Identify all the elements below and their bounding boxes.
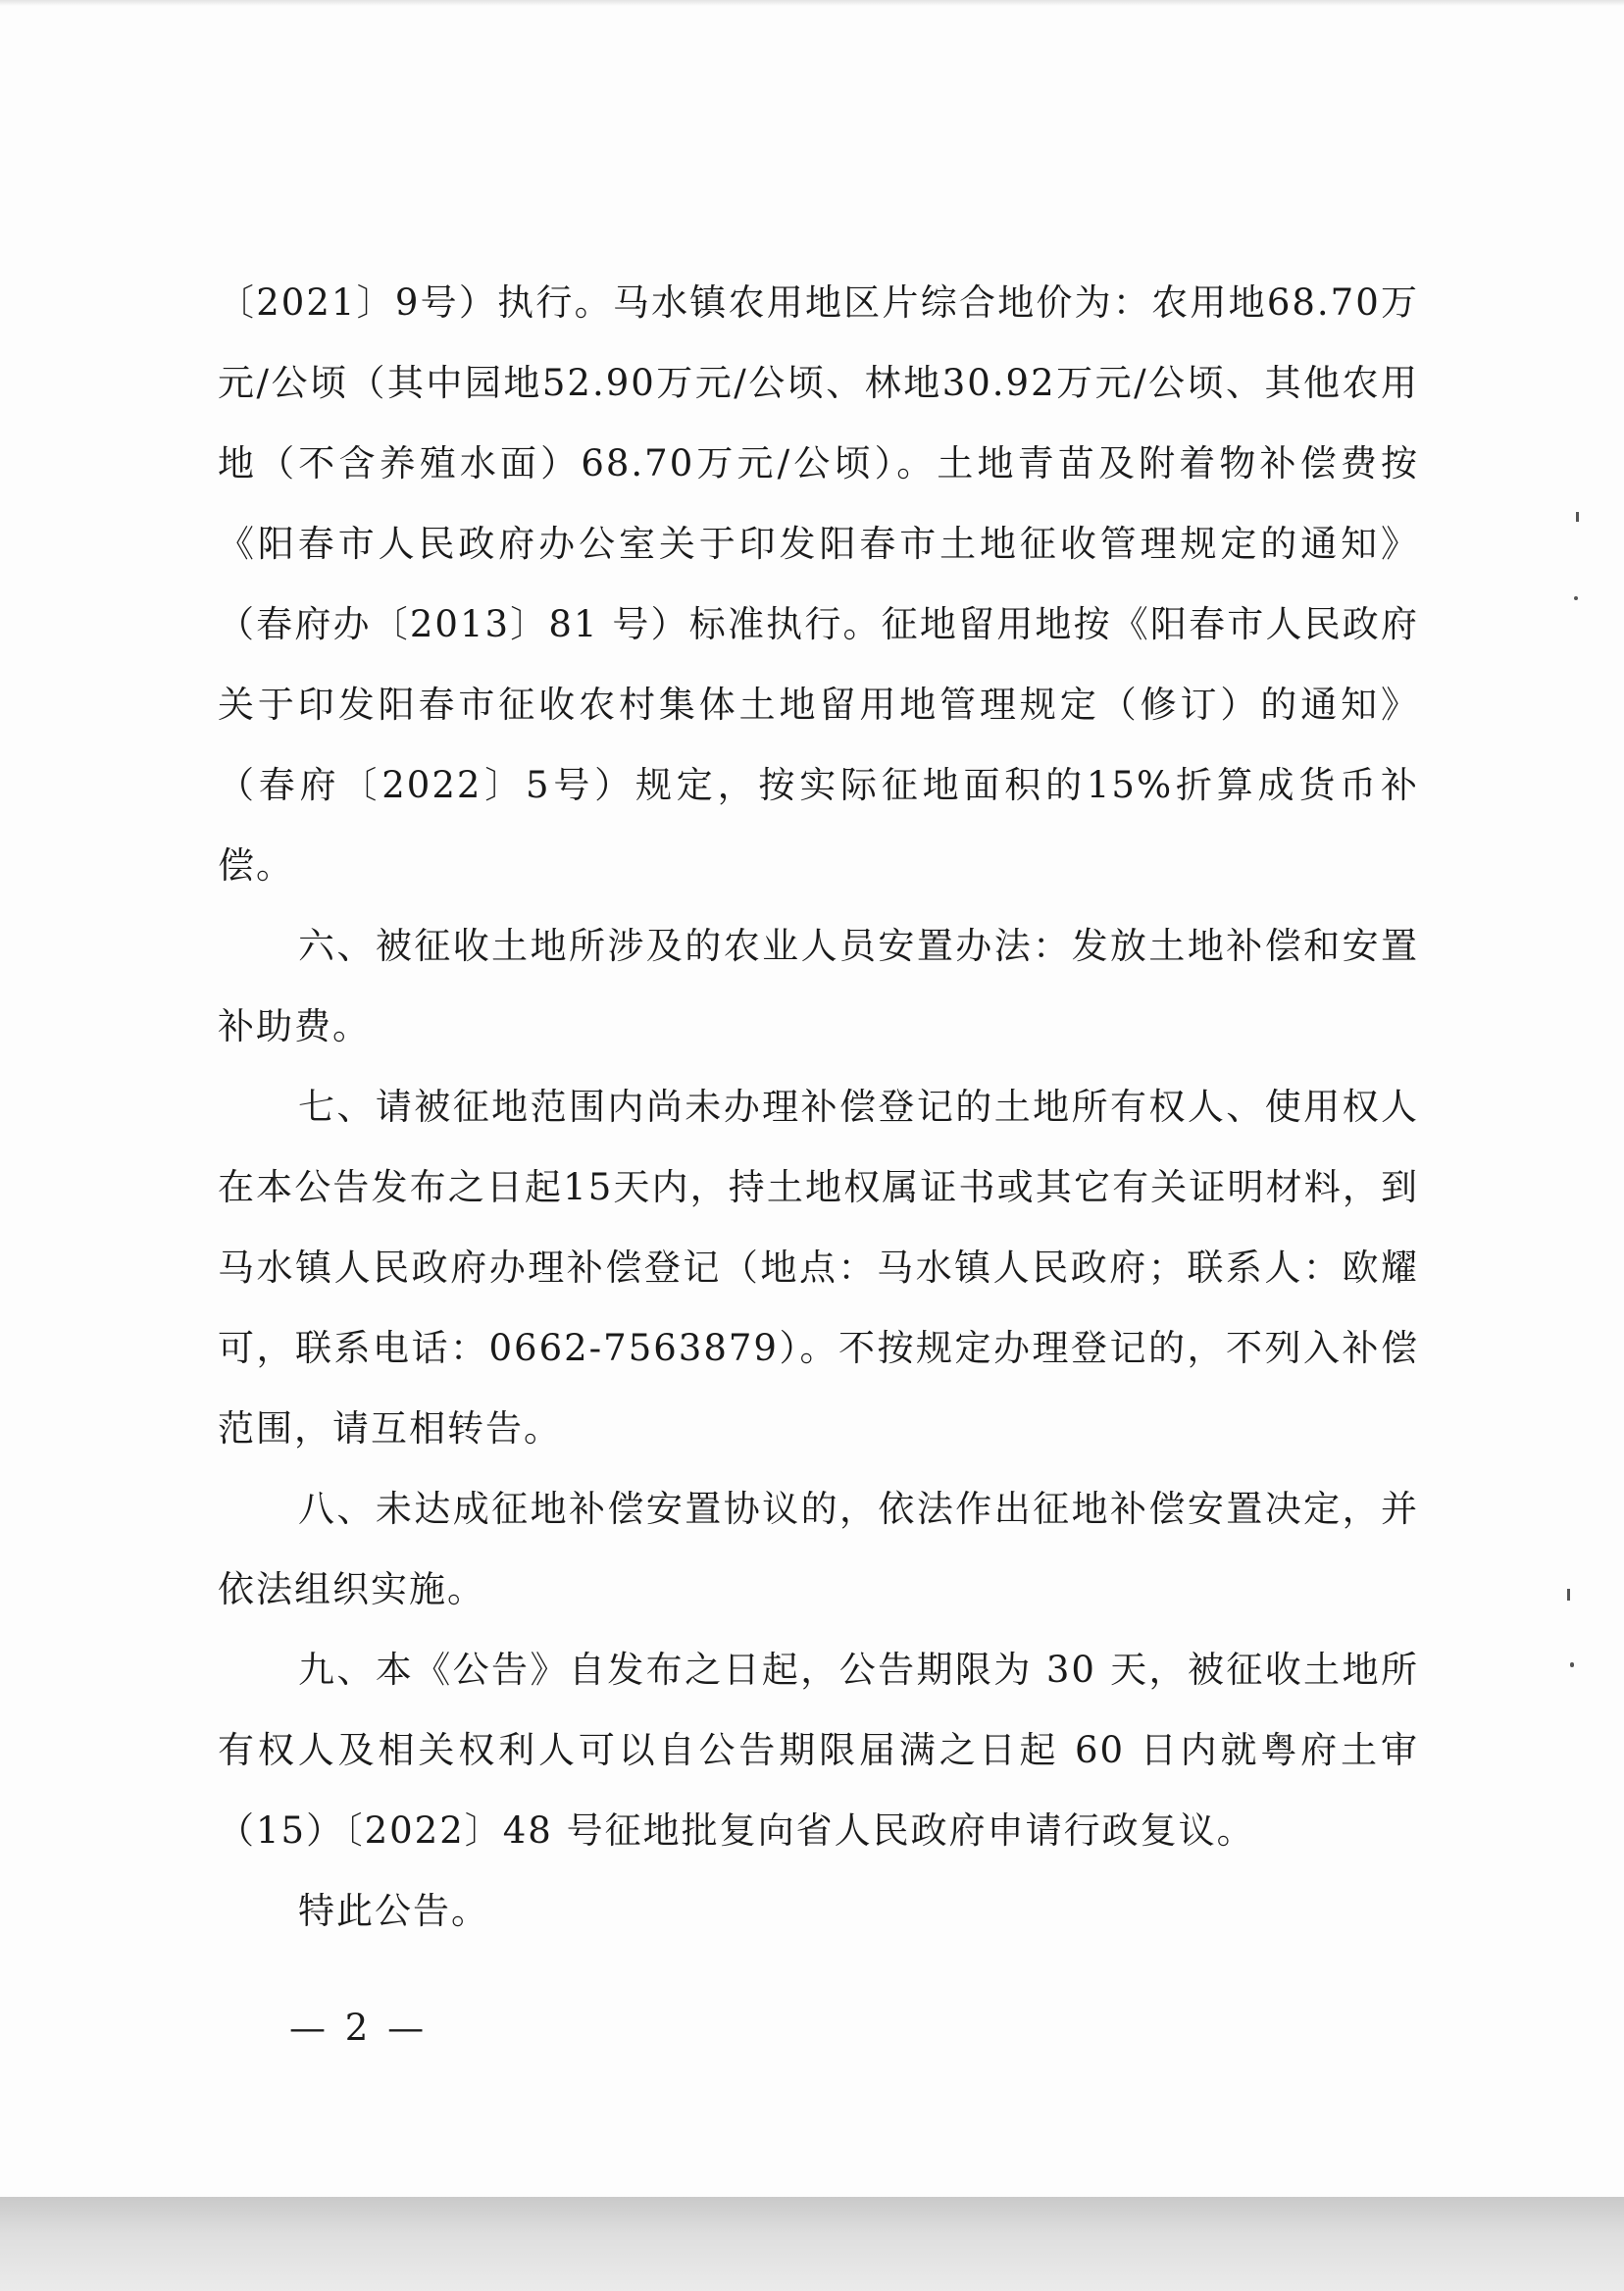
scan-speck (1567, 1589, 1570, 1601)
paragraph-item-six: 六、被征收土地所涉及的农业人员安置办法：发放土地补偿和安置补助费。 (218, 925, 1419, 1047)
document-body (218, 263, 1419, 1952)
paragraph-closing: 特此公告。 (298, 1890, 489, 1932)
paragraph-item-seven: 七、请被征地范围内尚未办理补偿登记的土地所有权人、使用权人在本公告发布之日起15天内，持土地权属证书或其它有关证明材料，到马水镇人民政府办理补偿登记（地点：马水镇人民政府；联系人：欧耀可，联系电话：0662-7563879）。不按规定办理登记的，不列入补偿范围，请互相转告。 (218, 1086, 1419, 1450)
page-number: — 2 — (289, 2007, 429, 2049)
paragraph-item-eight: 八、未达成征地补偿安置协议的，依法作出征地补偿安置决定，并依法组织实施。 (218, 1488, 1419, 1610)
paragraph-compensation-standards: 〔2021〕9号）执行。马水镇农用地区片综合地价为：农用地68.70万元/公顷（其中园地52.90万元/公顷、林地30.92万元/公顷、其他农用地（不含养殖水面）68.70万元/公顷）。土地青苗及附着物补偿费按《阳春市人民政府办公室关于印发阳春市土地征收管理规定的通知》（春府办〔2013〕81 号）标准执行。征地留用地按《阳春市人民政府关于印发阳春市征收农村集体土地留用地管理规定（修订）的通知》（春府〔2022〕5号）规定，按实际征地面积的15%折算成货币补偿。 (218, 281, 1419, 887)
scan-speck (1574, 596, 1578, 600)
scan-speck (1570, 1662, 1574, 1667)
scan-edge-bottom (0, 2197, 1624, 2291)
scan-edge-top (0, 0, 1624, 6)
scan-speck (1576, 512, 1579, 522)
paragraph-item-nine: 九、本《公告》自发布之日起，公告期限为 30 天，被征收土地所有权人及相关权利人可以自公告期限届满之日起 60 日内就粤府土审（15）〔2022〕48 号征地批复向省人民政府申请行政复议。 (218, 1649, 1419, 1852)
